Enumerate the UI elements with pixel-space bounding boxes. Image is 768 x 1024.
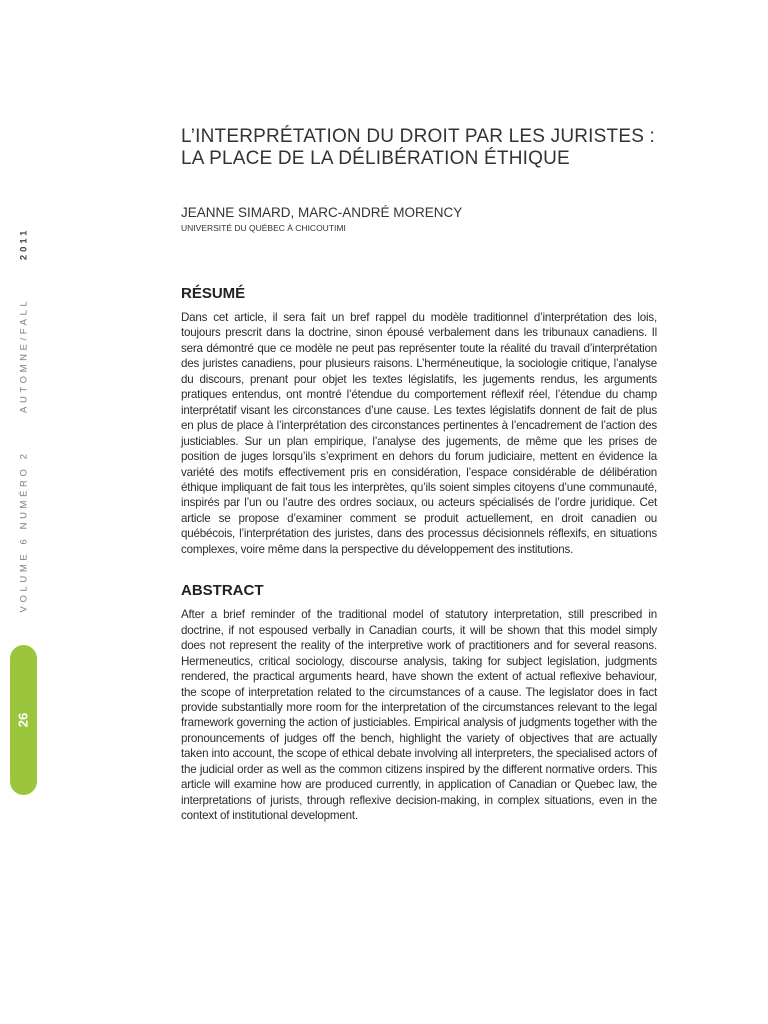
author-affiliation: UNIVERSITÉ DU QUÉBEC À CHICOUTIMI <box>181 223 346 233</box>
article-title-line2: LA PLACE DE LA DÉLIBÉRATION ÉTHIQUE <box>181 148 570 169</box>
page-number-tab <box>10 645 37 795</box>
article-authors: JEANNE SIMARD, MARC-ANDRÉ MORENCY <box>181 205 463 220</box>
resume-text: Dans cet article, il sera fait un bref rappel du modèle traditionnel d’interprétation des lois, toujours prescrit dans la doctrine, sinon épousé verbalement dans les tribunaux canadiens. Il sera démontré que ce modèle ne peut pas représenter toute la réalité du travail d’interprétation des juristes canadiens, pour plusieurs raisons. L’herméneutique, la sociologie critique, l’analyse du discours, prenant pour objet les textes législatifs, les jugements rendus, les arguments pratiques entendus, ont montré l’étendue du comportement réflexif réel, l’étendue du champ interprétatif visant les circonstances d’une cause. Les textes législatifs donnent de fait de plus en plus de place à l’interprétation des circonstances pertinentes à l’encadrement de l’action des justiciables. Sur un plan empirique, l’analyse des jugements, de même que les prises de position de juges lorsqu’ils s’expriment en dehors du forum judiciaire, mettent en évidence la variété des motifs effectivement pris en considération, l’espace considérable de délibération éthique impliquant de fait tous les interprètes, qu’ils soient simples citoyens d’une communauté, inspirés par l’un ou l’autre des ordres sociaux, ou acteurs spécialisés de l’ordre juridique. Cet article se propose d’examiner comment se produit actuellement, en droit canadien ou québécois, l’interprétation des juristes, dans des processus décisionnels réflexifs, en situations complexes, voire même dans la perspective du développement des institutions. <box>181 311 657 556</box>
abstract-heading: ABSTRACT <box>181 582 264 600</box>
article-title <box>181 126 657 170</box>
article-title-line1: L’INTERPRÉTATION DU DROIT PAR LES JURISTES : <box>181 126 656 147</box>
article-content <box>181 126 657 824</box>
resume-heading: RÉSUMÉ <box>181 285 246 302</box>
page-number: 26 <box>15 712 31 728</box>
abstract-text: After a brief reminder of the traditional model of statutory interpretation, still prescribed in doctrine, if not espoused verbally in Canadian courts, it will be shown that this model simply does not represent the reality of the interpretive work of practitioners and for several reasons. Hermeneutics, critical sociology, discourse analysis, taking for subject legislation, judgments rendered, the practical arguments heard, have shown the extent of actual reflexive behaviour, the scope of interpretation related to the circumstances of a cause. The legislator does in fact provide substantially more room for the interpretation of the circumstances relevant to the legal framework governing the action of justiciables. Empirical analysis of judgments together with the pronouncements of judges off the bench, highlight the variety of objectives that are actually taken into account, the scope of ethical debate involving all interpreters, the specialised actors of the judicial order as well as the common citizens inspired by the different normative orders. This article will examine how are produced currently, in application of Canadian or Quebec law, the interpretations of jurists, through reflexive decision-making, in complex situations, even in the context of institutional development. <box>181 608 657 823</box>
volume-issue-text: VOLUME 6 NUMÉRO 2 AUTOMNE/FALL 2011 <box>18 227 30 613</box>
volume-issue-label <box>14 227 34 613</box>
